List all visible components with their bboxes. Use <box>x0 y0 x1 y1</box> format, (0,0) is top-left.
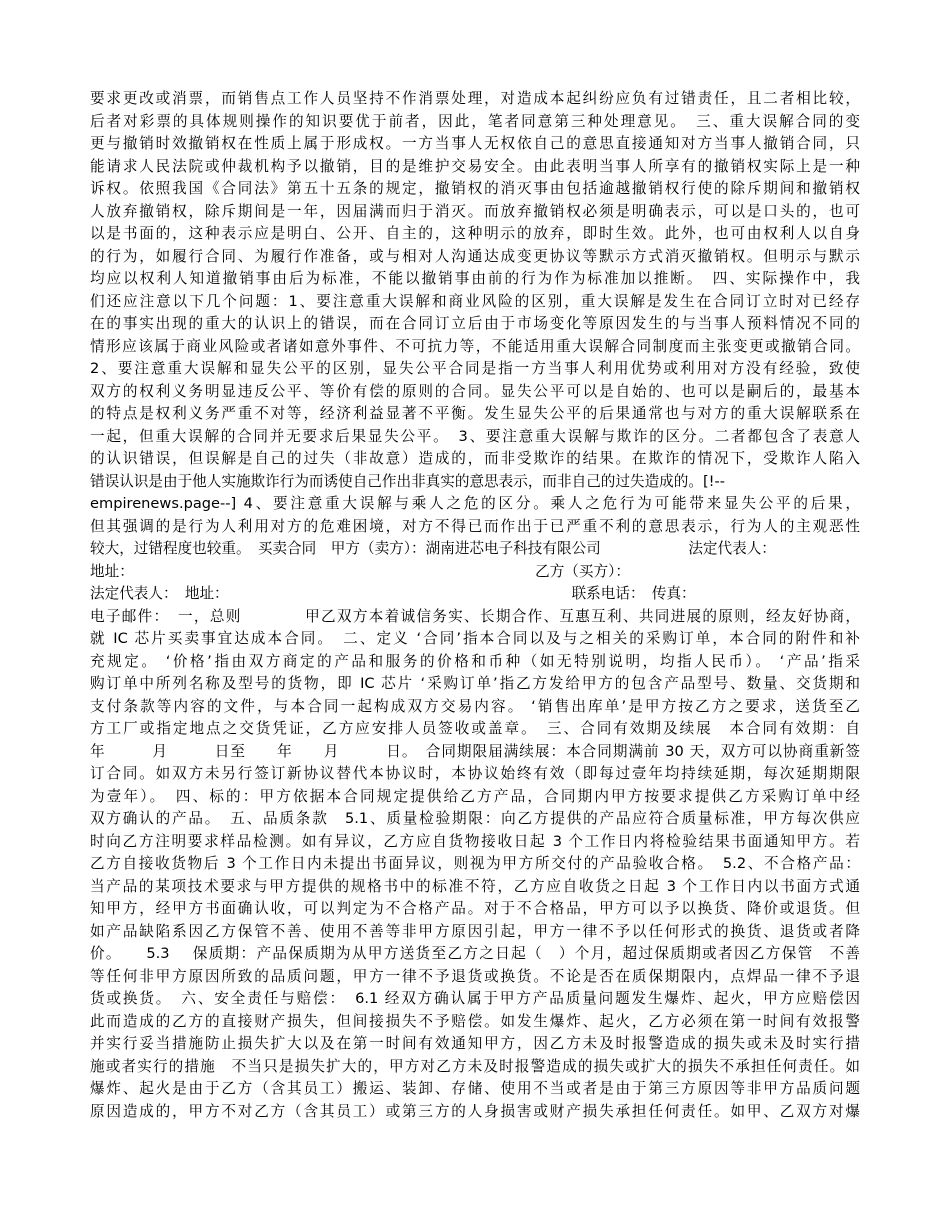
text-line: 乙方自接收货物后 3 个工作日内未提出书面异议，则视为甲方所交付的产品验收合格。 5.2、不合格产品： <box>90 855 860 872</box>
text-line: 双方的权利义务明显违反公平、等价有偿的原则的合同。显失公平可以是自始的、也可以是嗣后的，最基本 <box>90 382 860 400</box>
text-line: 的特点是权利义务严重不对等，经济利益显著不平衡。发生显失公平的后果通常也与对方的重大误解联系在 <box>90 405 860 422</box>
text-line: 地址： 乙方（买方）： <box>90 562 630 580</box>
text-line: 订合同。如双方未另行签订新协议替代本协议时，本协议始终有效（即每过壹年均持续延期，每次延期期限 <box>90 765 860 782</box>
text-line: 要求更改或消票，而销售点工作人员坚持不作消票处理，对造成本起纠纷应负有过错责任，且二者相比较， <box>90 90 860 107</box>
text-line: 并实行妥当措施防止损失扩大以及在第一时间有效通知甲方，因乙方未及时报警造成的损失或未及时实行措 <box>90 1035 860 1052</box>
text-line: 情形应该属于商业风险或者诸如意外事件、不可抗力等，不能适用重大误解合同制度而主张变更或撤销合同。 <box>90 337 860 355</box>
document-body <box>90 88 860 1123</box>
text-line: 错误认识是由于他人实施欺诈行为而诱使自己作出非真实的意思表示，而非自己的过失造成的。[!-- <box>90 472 726 490</box>
text-line: 的认识错误，但误解是自己的过失（非故意）造成的，而非受欺诈的结果。在欺诈的情况下，受欺诈人陷入 <box>90 450 860 467</box>
text-line: 们还应注意以下几个问题：1、要注意重大误解和商业风险的区别，重大误解是发生在合同订立时对已经存 <box>90 292 860 310</box>
text-line: 能请求人民法院或仲裁机构予以撤销，目的是维护交易安全。由此表明当事人所享有的撤销权实际上是一种 <box>90 157 860 175</box>
text-line: 诉权。依照我国《合同法》第五十五条的规定，撤销权的消灭事由包括逾越撤销权行使的除斥期间和撤销权 <box>90 180 860 197</box>
text-line: empirenews.page--] 4、要注意重大误解与乘人之危的区分。乘人之危行为可能带来显失公平的后果， <box>90 495 860 512</box>
text-line: 电子邮件： 一，总则 甲乙双方本着诚信务实、长期合作、互惠互利、共同进展的原则，经友好协商， <box>90 607 860 625</box>
text-line: 2、要注意重大误解和显失公平的区别，显失公平合同是指一方当事人利用优势或利用对方没有经验，致使 <box>90 360 860 377</box>
text-line: 在的事实出现的重大的认识上的错误，而在合同订立后由于市场变化等原因发生的与当事人预料情况不同的 <box>90 315 860 332</box>
text-line: 施或者实行的措施 不当只是损失扩大的，甲方对乙方未及时报警造成的损失或扩大的损失不承担任何责任。如 <box>90 1057 860 1075</box>
text-line: 较大，过错程度也较重。 买卖合同 甲方（卖方）：湖南进芯电子科技有限公司 法定代表人： <box>90 540 776 557</box>
text-line: 当产品的某项技术要求与甲方提供的规格书中的标准不符，乙方应自收货之日起 3 个工作日内以书面方式通 <box>90 877 860 895</box>
text-line: 后者对彩票的具体规则操作的知识要优于前者，因此，笔者同意第三种处理意见。 三、重大误解合同的变 <box>90 112 860 130</box>
text-line: 此而造成的乙方的直接财产损失，但间接损失不予赔偿。如发生爆炸、起火，乙方必须在第一时间有效报警 <box>90 1012 860 1030</box>
text-line: 等任何非甲方原因所致的品质问题，甲方一律不予退货或换货。不论是否在质保期限内，点焊品一律不予退 <box>90 967 860 985</box>
text-line: 购订单中所列名称及型号的货物，即 IC 芯片 ‘采购订单’指乙方发给甲方的包含产品型号、数量、交货期和 <box>90 675 860 692</box>
text-line: 支付条款等内容的文件，与本合同一起构成双方交易内容。 ‘销售出库单’是甲方按乙方之要求，送货至乙 <box>90 697 860 715</box>
text-line: 更与撤销时效撤销权在性质上属于形成权。一方当事人无权依自己的意思直接通知对方当事人撤销合同，只 <box>90 135 860 152</box>
text-line: 的行为，如履行合同、为履行作准备，或与相对人沟通达成变更协议等默示方式消灭撤销权。但明示与默示 <box>90 247 860 265</box>
text-line: 价。 5.3 保质期：产品保质期为从甲方送货至乙方之日起（ ）个月，超过保质期或者因乙方保管 不善 <box>90 945 860 962</box>
text-line: 人放弃撤销权，除斥期间是一年，因届满而归于消灭。而放弃撤销权必须是明确表示，可以是口头的，也可 <box>90 202 860 220</box>
text-line: 货或换货。 六、安全责任与赔偿： 6.1 经双方确认属于甲方产品质量问题发生爆炸、起火，甲方应赔偿因 <box>90 990 860 1007</box>
text-line: 就 IC 芯片买卖事宜达成本合同。 二、定义 ‘合同’指本合同以及与之相关的采购订单，本合同的附件和补 <box>90 630 860 647</box>
text-line: 法定代表人： 地址： 联系电话： 传真： <box>90 585 696 602</box>
text-line: 原因造成的，甲方不对乙方（含其员工）或第三方的人身损害或财产损失承担任何责任。如甲、乙双方对爆 <box>90 1102 860 1120</box>
text-line: 以是书面的，这种表示应是明白、公开、自主的，这种明示的放弃，即时生效。此外，也可由权利人以自身 <box>90 225 860 242</box>
text-line: 一起，但重大误解的合同并无要求后果显失公平。 3、要注意重大误解与欺诈的区分。二者都包含了表意人 <box>90 427 860 445</box>
text-line: 时向乙方注明要求样品检测。如有异议，乙方应自货物接收日起 3 个工作日内将检验结果书面通知甲方。若 <box>90 832 860 850</box>
text-line: 爆炸、起火是由于乙方（含其员工）搬运、装卸、存储、使用不当或者是由于第三方原因等非甲方品质问题 <box>90 1080 860 1097</box>
text-line: 充规定。 ‘价格’指由双方商定的产品和服务的价格和币种（如无特别说明，均指人民币）。 ‘产品’指采 <box>90 652 860 670</box>
text-line: 为壹年）。 四、标的：甲方依据本合同规定提供给乙方产品，合同期内甲方按要求提供乙方采购订单中经 <box>90 787 860 805</box>
text-line: 但其强调的是行为人利用对方的危难困境，对方不得已而作出于已严重不利的意思表示，行为人的主观恶性 <box>90 517 860 535</box>
text-line: 年 月 日至 年 月 日。 合同期限届满续展：本合同期满前 30 天，双方可以协商重新签 <box>90 742 860 760</box>
text-line: 如产品缺陷系因乙方保管不善、使用不善等非甲方原因引起，甲方一律不予以任何形式的换货、退货或者降 <box>90 922 860 940</box>
text-line: 双方确认的产品。 五、品质条款 5.1、质量检验期限：向乙方提供的产品应符合质量标准，甲方每次供应 <box>90 810 860 827</box>
text-line: 知甲方，经甲方书面确认收，可以判定为不合格产品。对于不合格品，甲方可以予以换货、降价或退货。但 <box>90 900 860 917</box>
text-line: 方工厂或指定地点之交货凭证，乙方应安排人员签收或盖章。 三、合同有效期及续展 本合同有效期：自 <box>90 720 860 737</box>
text-line: 均应以权利人知道撤销事由后为标准，不能以撤销事由前的行为作为标准加以推断。 四、实际操作中，我 <box>90 270 860 287</box>
